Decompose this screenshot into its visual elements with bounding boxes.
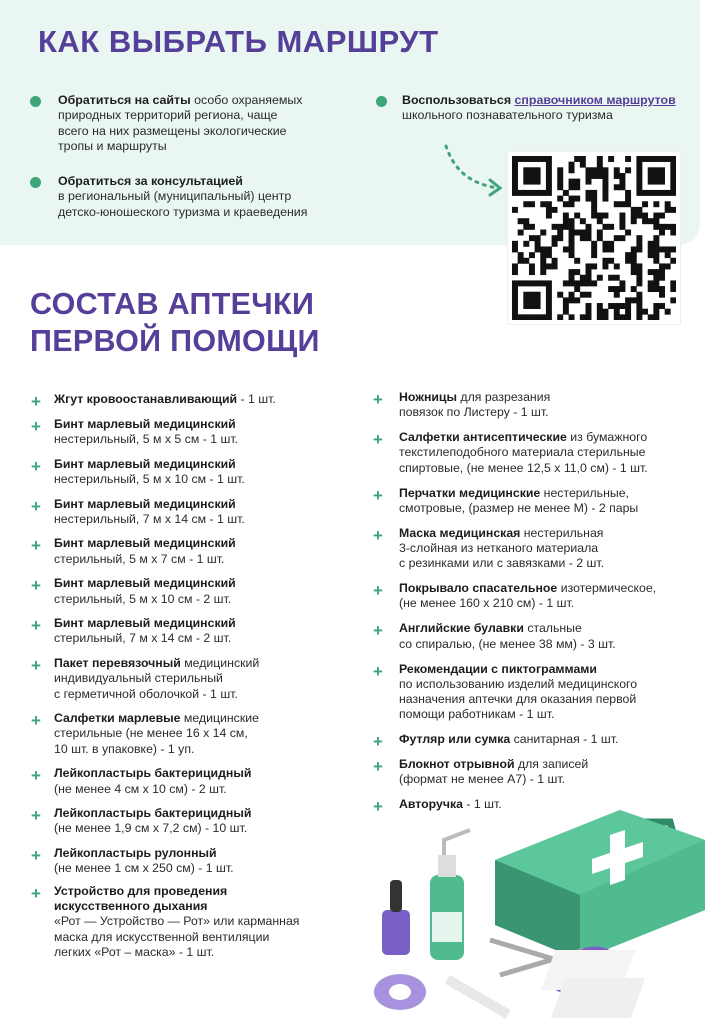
plus-icon: + [31,616,41,636]
kit-item: Бинт марлевый медицинский стерильный, 5 м х 7 см - 1 шт. [54,536,236,566]
guide-link[interactable]: справочником маршрутов [514,93,676,107]
plus-icon: + [373,757,383,777]
syringe-icon [445,975,511,1019]
plus-icon: + [373,621,383,641]
green-dot-icon [30,177,41,188]
plus-icon: + [31,656,41,676]
plus-icon: + [31,416,41,436]
kit-item: Английские булавки стальные со спиралью, (не менее 38 мм) - 3 шт. [399,621,616,651]
kit-item: Пакет перевязочный медицинский индивидуальный стерильный с герметичной оболочкой - 1 шт. [54,656,260,701]
route-title: КАК ВЫБРАТЬ МАРШРУТ [38,24,439,59]
green-dot-icon [376,96,387,107]
kit-item: Устройство для проведения искусственного дыхания «Рот — Устройство — Рот» или карманная маска для искусственной вентиляции легких «Рот – маска» - 1 шт. [54,884,300,959]
kit-item: Лейкопластырь бактерицидный (не менее 4 см х 10 см) - 2 шт. [54,766,252,796]
qr-code[interactable] [508,152,680,324]
kit-item: Бинт марлевый медицинский стерильный, 7 м х 14 см - 2 шт. [54,616,236,646]
route-item-sites: Обратиться на сайты особо охраняемых природных территорий региона, чаще всего на них размещены экологические тропы и маршруты [58,93,303,153]
plus-icon: + [373,661,383,681]
plus-icon: + [31,576,41,596]
kit-item: Салфетки антисептические из бумажного текстилеподобного материала стерильные спиртовые, (не менее 12,5 х 11,0 см) - 1 шт. [399,430,648,475]
kit-item: Авторучка - 1 шт. [399,797,502,812]
plus-icon: + [31,846,41,866]
kit-title: СОСТАВ АПТЕЧКИ ПЕРВОЙ ПОМОЩИ [30,287,320,358]
green-dot-icon [30,96,41,107]
kit-item: Покрывало спасательное изотермическое, (не менее 160 х 210 см) - 1 шт. [399,581,657,611]
kit-item: Бинт марлевый медицинский стерильный, 5 м х 10 см - 2 шт. [54,576,236,606]
plus-icon: + [31,806,41,826]
arrow-icon [440,140,510,200]
kit-item: Перчатки медицинские нестерильные, смотровые, (размер не менее М) - 2 пары [399,485,639,515]
kit-item: Бинт марлевый медицинский нестерильный, 5 м х 10 см - 1 шт. [54,456,245,486]
kit-item: Жгут кровоостанавливающий - 1 шт. [54,392,276,406]
plus-icon: + [373,390,383,409]
plus-icon: + [31,496,41,516]
kit-item: Маска медицинская нестерильная 3-слойная из нетканого материала с резинками или с завязками - 2 шт. [399,525,605,571]
plus-icon: + [373,732,383,752]
plus-icon: + [373,581,383,601]
qr-code-icon [512,156,676,320]
route-item-guide: Воспользоваться справочником маршрутов школьного познавательного туризма [402,93,676,123]
kit-item: Блокнот отрывной для записей (формат не менее А7) - 1 шт. [399,757,589,787]
plus-icon: + [373,485,383,505]
kit-item: Лейкопластырь бактерицидный (не менее 1,9 см х 7,2 см) - 10 шт. [54,806,252,836]
route-item-consult: Обратиться за консультацией в региональный (муниципальный) центр детско-юношеского туризма и краеведения [58,174,308,219]
plus-icon: + [373,525,383,545]
dropper-bottle [382,910,410,955]
plus-icon: + [373,797,383,817]
plus-icon: + [31,766,41,786]
kit-item: Футляр или сумка санитарная - 1 шт. [399,732,619,747]
kit-item: Салфетки марлевые медицинские стерильные (не менее 16 х 14 см, 10 шт. в упаковке) - 1 уп. [54,711,259,756]
first-aid-kit-illustration [360,797,707,1024]
plus-icon: + [31,456,41,476]
plus-icon: + [31,711,41,731]
kit-item: Лейкопластырь рулонный (не менее 1 см х 250 см) - 1 шт. [54,846,234,876]
kit-item: Рекомендации с пиктограммами по использованию изделий медицинского назначения аптечки для оказания первой помощи работникам - 1 шт. [399,661,638,722]
kit-item: Бинт марлевый медицинский нестерильный, 5 м х 5 см - 1 шт. [54,416,239,446]
plus-icon: + [31,884,41,903]
plus-icon: + [373,430,383,450]
plus-icon: + [31,392,41,411]
plus-icon: + [31,536,41,556]
kit-item: Ножницы для разрезания повязок по Листеру - 1 шт. [399,390,551,420]
kit-item: Бинт марлевый медицинский нестерильный, 7 м х 14 см - 1 шт. [54,496,245,526]
